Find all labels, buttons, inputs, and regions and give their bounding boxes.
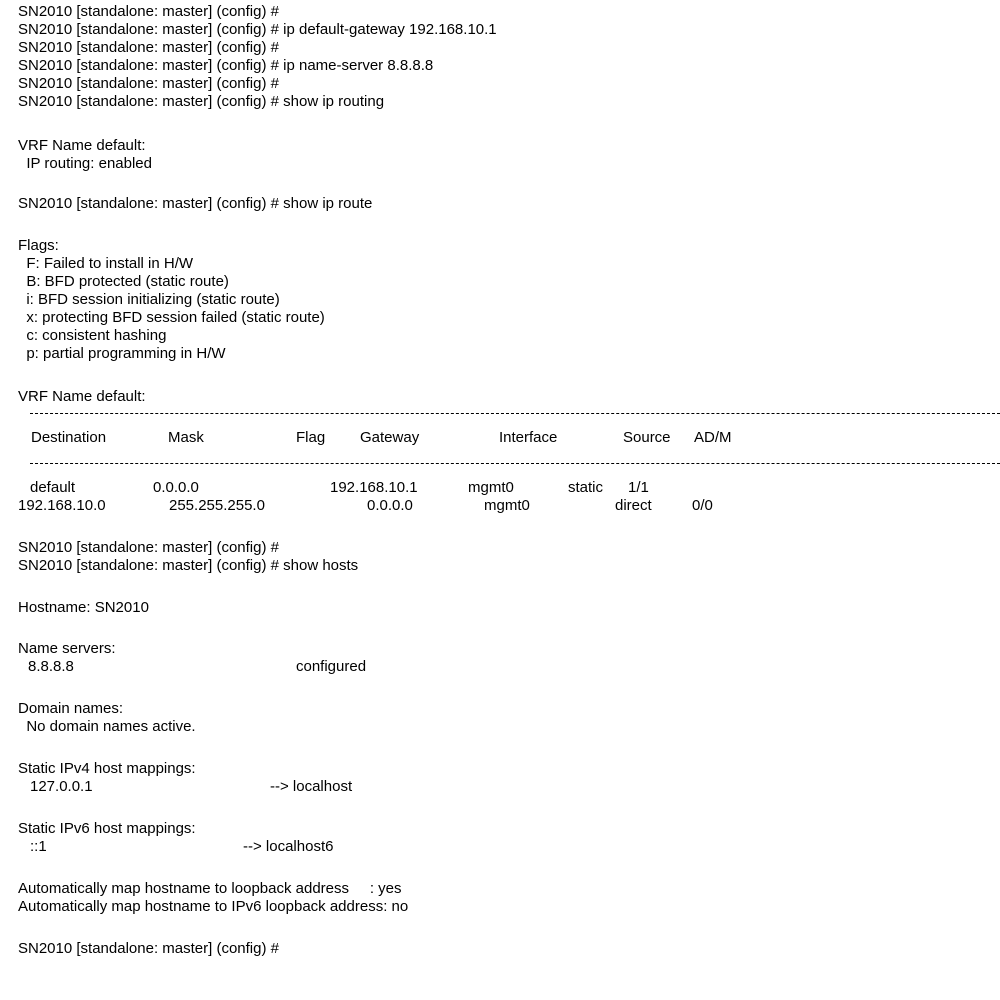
ipv6-mappings-title: Static IPv6 host mappings: <box>18 820 196 837</box>
col-flag: Flag <box>296 429 326 446</box>
row-destination: default <box>30 479 76 496</box>
domain-names-title: Domain names: <box>18 700 124 717</box>
row-mask: 0.0.0.0 <box>153 479 199 496</box>
command-ip-name-server: SN2010 [standalone: master] (config) # ip name-server 8.8.8.8 <box>18 57 434 74</box>
flags-title: Flags: <box>18 237 59 254</box>
prompt-line: SN2010 [standalone: master] (config) # <box>18 75 279 92</box>
ip-routing-status: IP routing: enabled <box>18 155 152 172</box>
command-ip-default-gateway: SN2010 [standalone: master] (config) # ip default-gateway 192.168.10.1 <box>18 21 497 38</box>
flag-p: p: partial programming in H/W <box>18 345 226 362</box>
row-interface: mgmt0 <box>484 497 530 514</box>
hostname-line: Hostname: SN2010 <box>18 599 149 616</box>
row-destination: 192.168.10.0 <box>18 497 106 514</box>
row-ad-m: 1/1 <box>628 479 649 496</box>
col-source: Source <box>623 429 671 446</box>
flag-b: B: BFD protected (static route) <box>18 273 229 290</box>
row-gateway: 0.0.0.0 <box>367 497 413 514</box>
vrf-name-line: VRF Name default: <box>18 137 146 154</box>
flag-i: i: BFD session initializing (static route) <box>18 291 280 308</box>
table-divider <box>30 413 1000 414</box>
col-ad-m: AD/M <box>694 429 732 446</box>
col-destination: Destination <box>31 429 107 446</box>
col-gateway: Gateway <box>360 429 420 446</box>
command-show-ip-routing: SN2010 [standalone: master] (config) # show ip routing <box>18 93 385 110</box>
flag-x: x: protecting BFD session failed (static route) <box>18 309 325 326</box>
ipv4-mappings-title: Static IPv4 host mappings: <box>18 760 196 777</box>
flag-c: c: consistent hashing <box>18 327 167 344</box>
command-show-hosts: SN2010 [standalone: master] (config) # show hosts <box>18 557 359 574</box>
row-source: static <box>568 479 604 496</box>
flag-f: F: Failed to install in H/W <box>18 255 194 272</box>
row-ad-m: 0/0 <box>692 497 713 514</box>
command-show-ip-route: SN2010 [standalone: master] (config) # show ip route <box>18 195 373 212</box>
name-server-status: configured <box>296 658 367 675</box>
col-interface: Interface <box>499 429 558 446</box>
row-mask: 255.255.255.0 <box>169 497 265 514</box>
row-gateway: 192.168.10.1 <box>330 479 418 496</box>
ipv4-mapping-address: 127.0.0.1 <box>30 778 93 795</box>
auto-map-ipv4-line: Automatically map hostname to loopback address : yes <box>18 880 402 897</box>
ipv4-mapping-host: --> localhost <box>270 778 353 795</box>
row-interface: mgmt0 <box>468 479 514 496</box>
ipv6-mapping-address: ::1 <box>30 838 47 855</box>
ipv6-mapping-host: --> localhost6 <box>243 838 334 855</box>
final-prompt[interactable]: SN2010 [standalone: master] (config) # <box>18 940 279 957</box>
name-server-address: 8.8.8.8 <box>28 658 74 675</box>
col-mask: Mask <box>168 429 204 446</box>
prompt-line: SN2010 [standalone: master] (config) # <box>18 39 279 56</box>
prompt-line: SN2010 [standalone: master] (config) # <box>18 539 279 556</box>
prompt-line: SN2010 [standalone: master] (config) # <box>18 3 279 20</box>
vrf-name-line: VRF Name default: <box>18 388 146 405</box>
domain-names-value: No domain names active. <box>18 718 196 735</box>
auto-map-ipv6-line: Automatically map hostname to IPv6 loopback address: no <box>18 898 409 915</box>
row-source: direct <box>615 497 652 514</box>
table-divider <box>30 463 1000 464</box>
name-servers-title: Name servers: <box>18 640 116 657</box>
terminal-output[interactable] <box>18 0 1000 1000</box>
